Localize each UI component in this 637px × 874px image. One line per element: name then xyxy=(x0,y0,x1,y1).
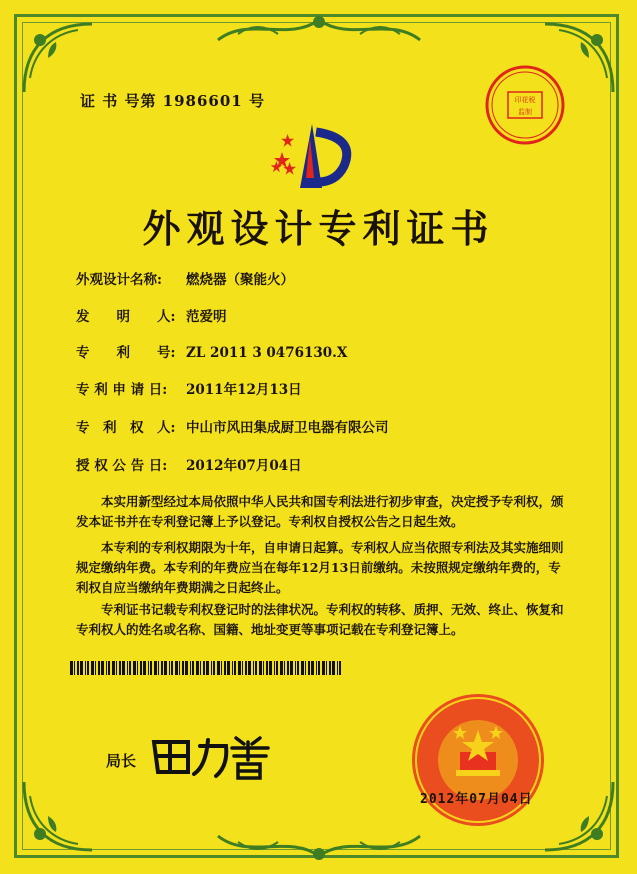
barcode-bar xyxy=(112,661,115,675)
barcode-bar xyxy=(329,661,331,675)
barcode-bar xyxy=(238,661,241,675)
barcode-bar xyxy=(182,661,184,675)
barcode-bar xyxy=(269,661,272,675)
top-center-ornament xyxy=(208,12,430,46)
svg-text:印花税: 印花税 xyxy=(514,96,536,104)
barcode-bar xyxy=(224,661,226,675)
field-value: ZL 2011 3 0476130.X xyxy=(186,345,348,361)
field-value: 燃烧器（聚能火） xyxy=(186,272,294,288)
barcode-bar xyxy=(332,661,335,675)
barcode-bar xyxy=(196,661,199,675)
barcode-bar xyxy=(137,661,138,675)
barcode-bar xyxy=(234,661,236,675)
barcode-bar xyxy=(290,661,293,675)
barcode xyxy=(70,661,342,675)
barcode-bar xyxy=(101,661,104,675)
barcode-bar xyxy=(122,661,125,675)
barcode-bar xyxy=(179,661,180,675)
barcode-bar xyxy=(263,661,264,675)
barcode-bar xyxy=(185,661,188,675)
barcode-bar xyxy=(106,661,107,675)
barcode-bar xyxy=(308,661,310,675)
field-patent-number xyxy=(76,341,347,361)
field-label: 专 利 申 请 日: xyxy=(76,382,168,398)
corner-ornament-bottom-left xyxy=(18,776,98,856)
director-signature xyxy=(148,728,278,784)
barcode-bar xyxy=(129,661,131,675)
field-design-name xyxy=(76,268,294,288)
barcode-bar xyxy=(200,661,201,675)
field-inventor xyxy=(76,305,227,325)
legal-paragraph: 本专利的专利权期限为十年，自申请日起算。专利权人应当依照专利法及其实施细则规定缴纳年费。本专利的年费应当在每年12月13日前缴纳。未按照规定缴纳年费的，专利权自应当缴纳年费期满之日起终止。 xyxy=(76,540,564,595)
barcode-bar xyxy=(322,661,325,675)
barcode-bar xyxy=(301,661,304,675)
field-value: 中山市风田集成厨卫电器有限公司 xyxy=(186,420,389,436)
barcode-bar xyxy=(232,661,233,675)
barcode-bar xyxy=(326,661,327,675)
barcode-bar xyxy=(192,661,194,675)
barcode-bar xyxy=(95,661,96,675)
field-label: 外观设计名称: xyxy=(76,272,162,288)
barcode-bar xyxy=(140,661,142,675)
barcode-bar xyxy=(242,661,243,675)
barcode-bar xyxy=(266,661,268,675)
tax-stamp-seal xyxy=(484,64,566,146)
barcode-bar xyxy=(339,661,341,675)
barcode-bar xyxy=(311,661,314,675)
barcode-bar xyxy=(221,661,222,675)
barcode-bar xyxy=(248,661,251,675)
field-label: 发 明 人: xyxy=(76,309,176,325)
barcode-bar xyxy=(206,661,209,675)
barcode-bar xyxy=(305,661,306,675)
barcode-bar xyxy=(337,661,338,675)
barcode-bar xyxy=(80,661,83,675)
barcode-bar xyxy=(297,661,299,675)
barcode-bar xyxy=(127,661,128,675)
corner-ornament-bottom-right xyxy=(539,776,619,856)
page-title: 外观设计专利证书 xyxy=(142,207,495,251)
barcode-bar xyxy=(213,661,215,675)
barcode-bar xyxy=(161,661,163,675)
barcode-bar xyxy=(284,661,285,675)
barcode-bar xyxy=(318,661,320,675)
footer-date: 2012年07月04日 xyxy=(420,792,533,807)
barcode-bar xyxy=(203,661,205,675)
barcode-bar xyxy=(274,661,275,675)
field-value: 2012年07月04日 xyxy=(186,458,302,474)
barcode-bar xyxy=(316,661,317,675)
barcode-bar xyxy=(87,661,89,675)
corner-ornament-top-left xyxy=(18,18,98,98)
legal-paragraph: 本实用新型经过本局依照中华人民共和国专利法进行初步审查，决定授予专利权，颁发本证书并在专利登记簿上予以登记。专利权自授权公告之日起生效。 xyxy=(76,494,564,529)
director-label: 局长 xyxy=(106,752,137,770)
barcode-bar xyxy=(259,661,262,675)
field-label: 专 利 号: xyxy=(76,345,176,361)
patent-office-seal xyxy=(408,690,548,830)
barcode-bar xyxy=(164,661,167,675)
barcode-bar xyxy=(85,661,86,675)
barcode-bar xyxy=(295,661,296,675)
barcode-bar xyxy=(98,661,100,675)
barcode-bar xyxy=(175,661,178,675)
barcode-bar xyxy=(255,661,257,675)
field-patentee xyxy=(76,416,389,436)
barcode-bar xyxy=(133,661,136,675)
barcode-bar xyxy=(70,661,73,675)
barcode-bar xyxy=(150,661,152,675)
field-value: 范爱明 xyxy=(186,309,227,325)
barcode-bar xyxy=(158,661,159,675)
bottom-center-ornament xyxy=(208,830,430,864)
barcode-bar xyxy=(227,661,230,675)
barcode-bar xyxy=(74,661,75,675)
barcode-bar xyxy=(77,661,79,675)
field-application-date xyxy=(76,378,302,398)
legal-paragraph: 专利证书记载专利权登记时的法律状况。专利权的转移、质押、无效、终止、恢复和专利权人的姓名或名称、国籍、地址变更等事项记载在专利登记簿上。 xyxy=(76,602,564,637)
barcode-bar xyxy=(108,661,110,675)
barcode-bar xyxy=(245,661,247,675)
barcode-bar xyxy=(287,661,289,675)
field-label: 专 利 权 人: xyxy=(76,420,176,436)
barcode-bar xyxy=(91,661,94,675)
svg-text:监制: 监制 xyxy=(518,108,532,116)
field-value: 2011年12月13日 xyxy=(186,382,302,398)
barcode-bar xyxy=(143,661,146,675)
barcode-bar xyxy=(148,661,149,675)
certificate-number: 证 书 号第 1986601 号 xyxy=(80,92,265,110)
field-grant-date xyxy=(76,454,302,474)
barcode-bar xyxy=(190,661,191,675)
barcode-bar xyxy=(119,661,121,675)
barcode-bar xyxy=(154,661,157,675)
patent-office-logo xyxy=(270,118,370,190)
barcode-bar xyxy=(253,661,254,675)
field-label: 授 权 公 告 日: xyxy=(76,458,168,474)
barcode-bar xyxy=(171,661,173,675)
barcode-bar xyxy=(280,661,283,675)
barcode-bar xyxy=(211,661,212,675)
barcode-bar xyxy=(169,661,170,675)
barcode-bar xyxy=(217,661,220,675)
barcode-bar xyxy=(276,661,278,675)
barcode-bar xyxy=(116,661,117,675)
